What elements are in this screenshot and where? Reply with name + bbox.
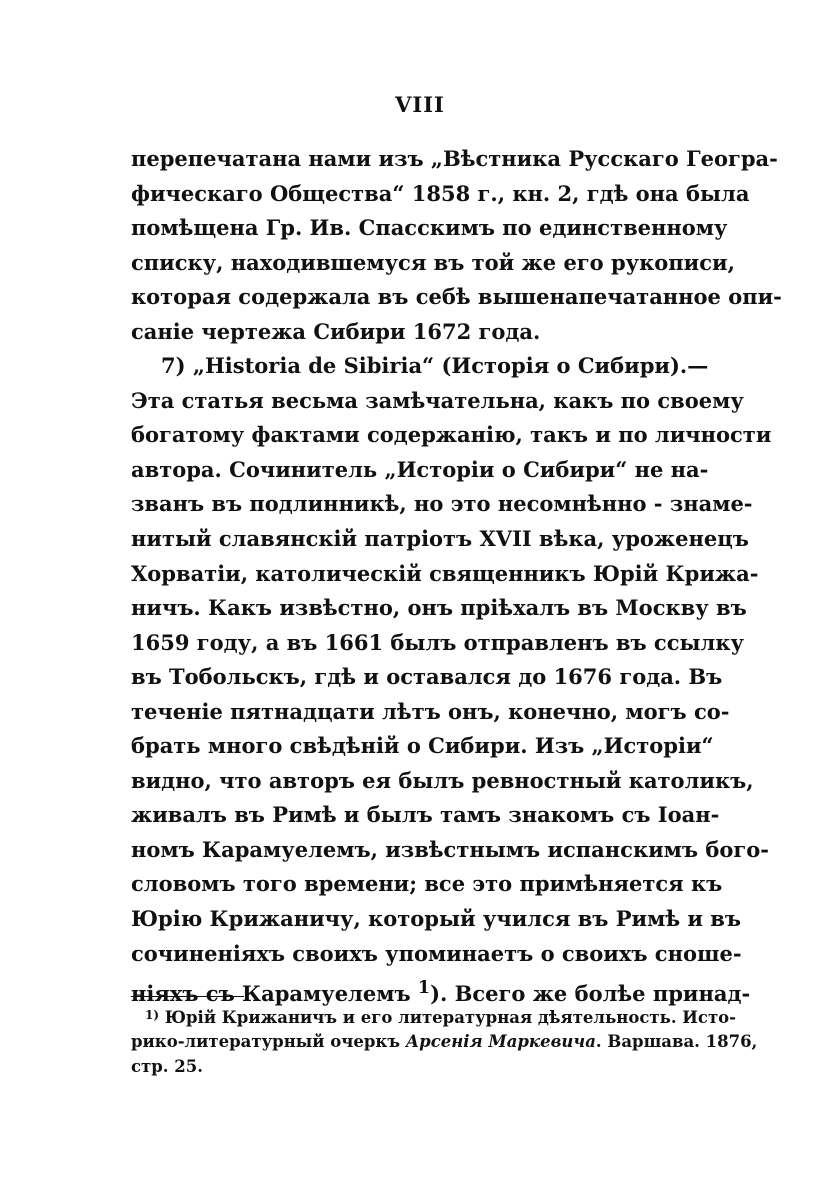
- text-line-final: [131, 971, 751, 1007]
- footnote-line: [131, 1029, 758, 1055]
- text-line: 1659 году, а въ 1661 былъ отправленъ въ ссылку: [131, 629, 744, 655]
- text-line: нитый славянскій патріотъ XVII вѣка, уроженецъ: [131, 526, 749, 552]
- text-line: сочиненіяхъ своихъ упоминаетъ о своихъ сноше-: [131, 940, 742, 966]
- footnote-reference: 1: [417, 978, 431, 999]
- text-line: званъ въ подлинникѣ, но это несомнѣнно - знаме-: [131, 491, 753, 517]
- footnote-text: Юрій Крижаничъ и его литературная дѣятельность. Исто-: [159, 1008, 737, 1027]
- text-line: теченіе пятнадцати лѣтъ онъ, конечно, могъ со-: [131, 698, 730, 724]
- text-line: саніе чертежа Сибири 1672 года.: [131, 318, 541, 344]
- footnote-line: [131, 1003, 737, 1029]
- footnote-text: рико-литературный очеркъ: [131, 1031, 406, 1051]
- text-line: видно, что авторъ ея былъ ревностный католикъ,: [131, 767, 754, 793]
- text-line: перепечатана нами изъ „Вѣстника Русскаго Геогра-: [131, 146, 778, 171]
- text-line: брать много свѣдѣній о Сибири. Изъ „Исторіи“: [131, 733, 714, 759]
- text-line: Эта статья весьма замѣчательна, какъ по своему: [131, 387, 744, 413]
- footnote-line: стр. 25.: [131, 1057, 204, 1076]
- text-line: Юрію Крижаничу, который учился въ Римѣ и въ: [131, 906, 741, 932]
- text-line: словомъ того времени; все это примѣняется къ: [131, 871, 723, 897]
- text-line: 7) „Historia de Sibiria“ (Исторія о Сибири).—: [161, 353, 709, 379]
- text-line: Хорватіи, католическій священникъ Юрій Крижа-: [131, 560, 759, 586]
- text-line: богатому фактами содержанію, такъ и по личности: [131, 422, 772, 448]
- text-line: ничъ. Какъ извѣстно, онъ пріѣхалъ въ Москву въ: [131, 595, 747, 621]
- footnote-marker: 1): [145, 1008, 160, 1022]
- text-fragment: ніяхъ съ Карамуелемъ: [131, 981, 418, 1007]
- body-text: [131, 142, 782, 1007]
- page-number: VIII: [395, 92, 445, 117]
- text-line: списку, находившемуся въ той же его рукописи,: [131, 249, 735, 275]
- text-line: помѣщена Гр. Ив. Спасскимъ по единственному: [131, 215, 728, 241]
- footnote-text: . Варшава. 1876,: [595, 1031, 758, 1051]
- footnote-divider: [131, 996, 244, 997]
- text-line: автора. Сочинитель „Исторіи о Сибири“ не на-: [131, 456, 709, 482]
- footnote: [131, 1003, 758, 1080]
- text-line: живалъ въ Римѣ и былъ тамъ знакомъ съ Іоан-: [131, 802, 720, 828]
- text-fragment: ). Всего же болѣе принад-: [430, 981, 751, 1007]
- text-line: въ Тобольскъ, гдѣ и оставался до 1676 года. Въ: [131, 664, 723, 690]
- footnote-author: Арсенія Маркевича: [405, 1031, 596, 1051]
- text-line: номъ Карамуелемъ, извѣстнымъ испанскимъ бого-: [131, 836, 769, 862]
- text-line: которая содержала въ себѣ вышенапечатанное опи-: [131, 284, 782, 310]
- text-line: фическаго Общества“ 1858 г., кн. 2, гдѣ она была: [131, 180, 750, 206]
